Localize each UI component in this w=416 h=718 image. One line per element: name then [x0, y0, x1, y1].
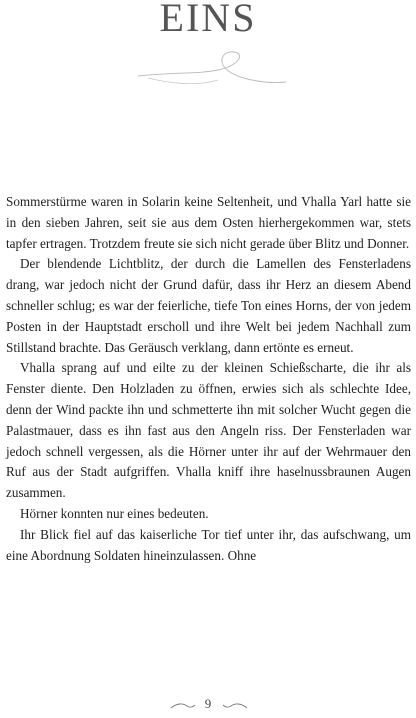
paragraph: Vhalla sprang auf und eilte zu der kleinen Schießscharte, die ihr als Fenster diente. Den Holzladen zu öffnen, erwies sich als schlechte Idee, denn der Wind packte ihn und schmetterte ihn mit solcher Wucht gegen die Palastmauer, dass es ihn fast aus den Angeln riss. Der Fensterladen war jedoch schnell vergessen, als die Hörner unter ihr auf der Wehrmauer den Ruf aus der Stadt aufgriffen. Vhalla kniff ihre haselnussbraunen Augen zusammen.	[6, 360, 411, 501]
paragraph: Ihr Blick fiel auf das kaiserliche Tor tief unter ihr, das aufschwang, um eine Abordnung Soldaten hineinzulassen. Ohne	[6, 526, 411, 563]
chapter-body	[6, 192, 411, 566]
page-number: 9	[204, 696, 212, 711]
chapter-heading	[0, 0, 416, 110]
right-ornament-icon	[222, 702, 248, 710]
chapter-title: EINS	[159, 0, 257, 40]
chapter-flourish-icon	[118, 46, 298, 106]
page-footer	[0, 695, 416, 715]
paragraph: Hörner konnten nur eines bedeuten.	[20, 505, 209, 521]
paragraph: Der blendende Lichtblitz, der durch die Lamellen des Fensterladens drang, war jedoch nicht der Grund dafür, dass ihr Herz an diesem Abend schneller schlug; es war der feierliche, tiefe Ton eines Horns, der von jedem Posten in der Hauptstadt erscholl und ihre Welt bei jedem Nachhall zum Stillstand brachte. Das Geräusch verklang, dann ertönte es erneut.	[6, 256, 411, 355]
paragraph: Sommerstürme waren in Solarin keine Seltenheit, und Vhalla Yarl hatte sie in den sieben Jahren, seit sie aus dem Osten hierhergekommen war, stets tapfer ertragen. Trotzdem freute sie sich nicht gerade über Blitz und Donner.	[6, 194, 411, 251]
